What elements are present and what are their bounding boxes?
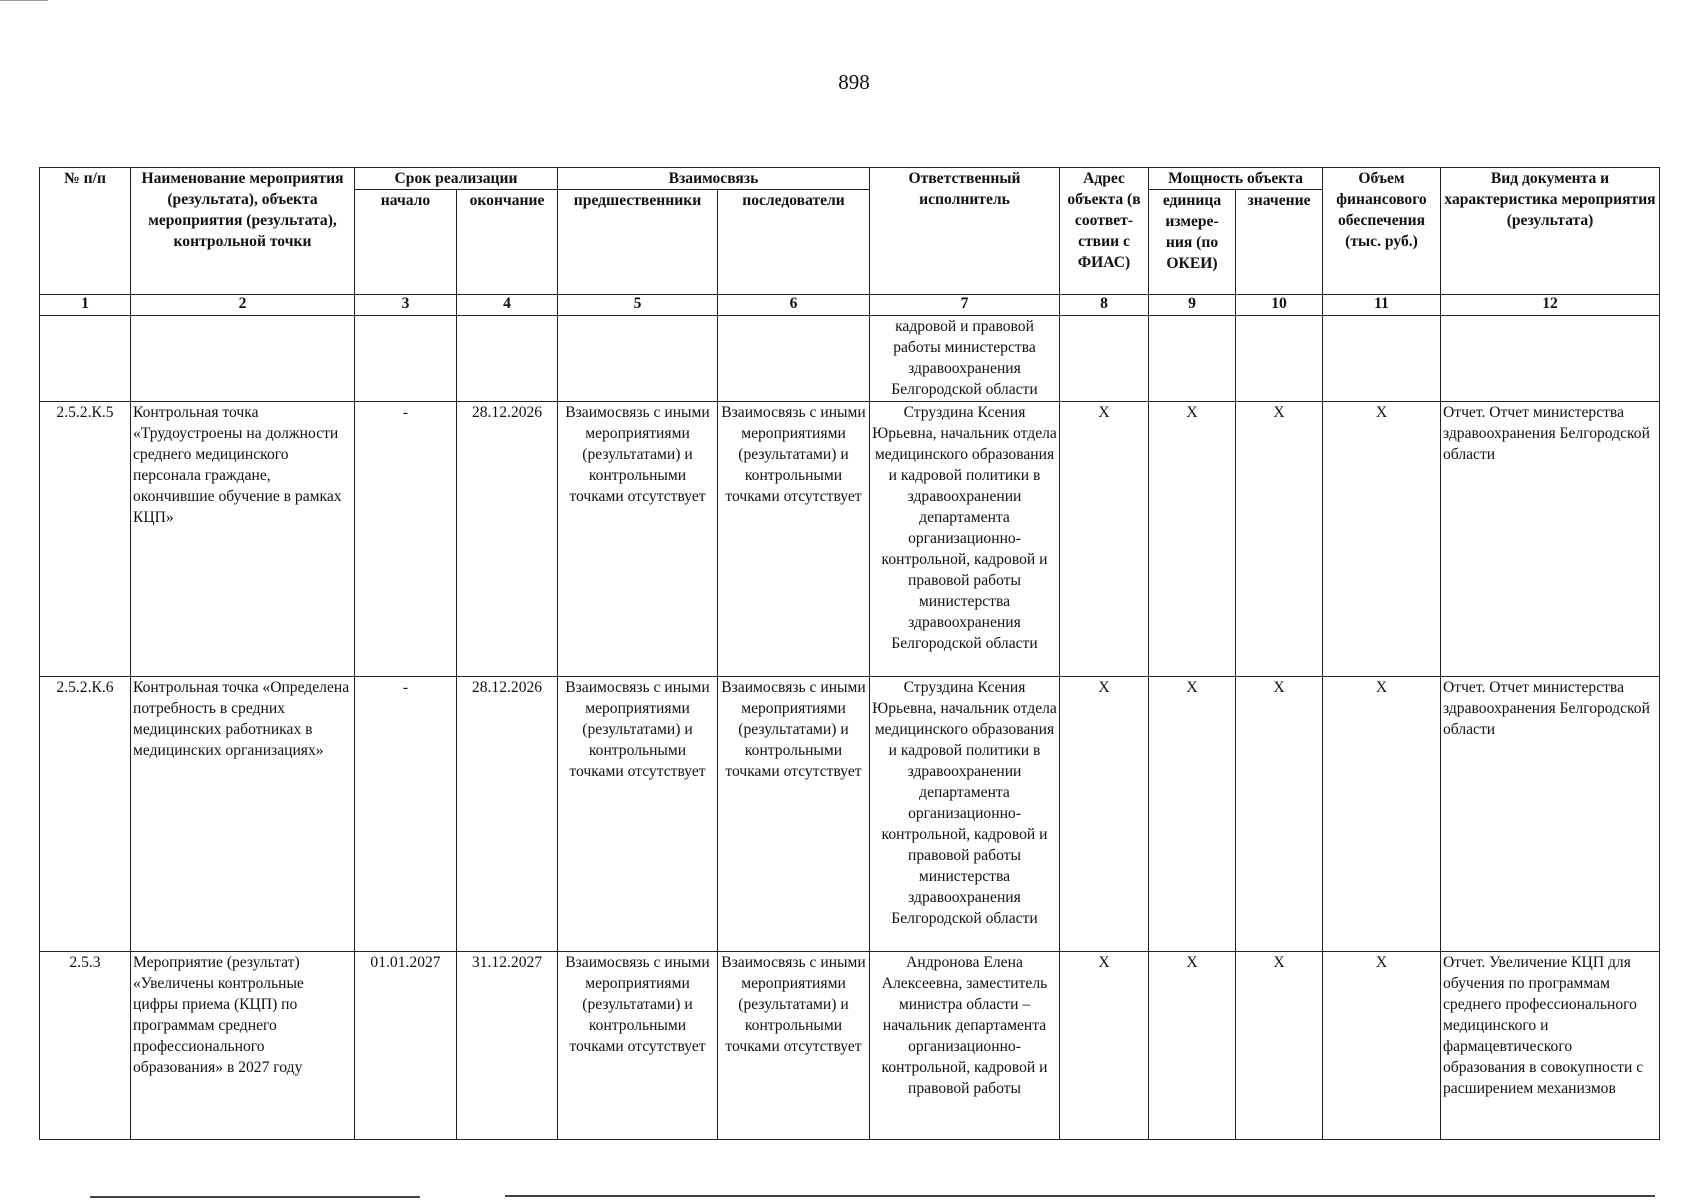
table-row-continued [40, 316, 1660, 402]
cell-empty [558, 316, 718, 402]
cell-end: 28.12.2026 [457, 402, 558, 677]
cell-empty [457, 316, 558, 402]
column-number: 1 [40, 295, 131, 316]
cell-number: 2.5.2.К.6 [40, 677, 131, 952]
cell-empty [131, 316, 355, 402]
table-row [40, 677, 1660, 952]
cell-empty [355, 316, 457, 402]
column-number: 9 [1149, 295, 1236, 316]
cell-empty [40, 316, 131, 402]
plan-table [39, 167, 1660, 1140]
column-number: 12 [1441, 295, 1660, 316]
cell-predecessors: Взаимосвязь с иными мероприятиями (результатами) и контрольными точками отсутствует [558, 952, 718, 1140]
cell-start: - [355, 402, 457, 677]
cell-empty [1323, 316, 1441, 402]
cell-start: 01.01.2027 [355, 952, 457, 1140]
table-row [40, 402, 1660, 677]
cell-empty [1441, 316, 1660, 402]
cell-address: X [1060, 402, 1149, 677]
column-number: 4 [457, 295, 558, 316]
header-successors: последователи [718, 190, 870, 295]
header-end: окончание [457, 190, 558, 295]
cell-document: Отчет. Отчет министерства здравоохранения Белгородской области [1441, 402, 1660, 677]
cell-end: 28.12.2026 [457, 677, 558, 952]
cell-value: X [1236, 677, 1323, 952]
cell-address: X [1060, 952, 1149, 1140]
table-row [40, 952, 1660, 1140]
header-funding: Объем финансового обеспечения (тыс. руб.) [1323, 168, 1441, 295]
header-address: Адрес объекта (в соответ- ствии с ФИАС) [1060, 168, 1149, 295]
scan-bottom-rule [90, 1196, 420, 1198]
column-number: 3 [355, 295, 457, 316]
column-number: 10 [1236, 295, 1323, 316]
column-number: 8 [1060, 295, 1149, 316]
cell-value: X [1236, 952, 1323, 1140]
cell-empty [1149, 316, 1236, 402]
header-value: значение [1236, 190, 1323, 295]
cell-predecessors: Взаимосвязь с иными мероприятиями (результатами) и контрольными точками отсутствует [558, 402, 718, 677]
column-number: 5 [558, 295, 718, 316]
header-name: Наименование мероприятия (результата), объекта мероприятия (результата), контрольной точки [131, 168, 355, 295]
cell-number: 2.5.3 [40, 952, 131, 1140]
cell-executive: кадровой и правовой работы министерства здравоохранения Белгородской области [870, 316, 1060, 402]
cell-empty [1236, 316, 1323, 402]
cell-executive: Андронова Елена Алексеевна, заместитель министра области – начальник департамента организационно-контрольной, кадровой и правовой работы [870, 952, 1060, 1140]
cell-funding: X [1323, 402, 1441, 677]
cell-funding: X [1323, 952, 1441, 1140]
cell-executive: Струздина Ксения Юрьевна, начальник отдела медицинского образования и кадровой политики в здравоохранении департамента организационно-контрольной, кадровой и правовой работы министерства здравоохранения Белгородской области [870, 402, 1060, 677]
cell-start: - [355, 677, 457, 952]
page-number: 898 [838, 70, 870, 94]
cell-successors: Взаимосвязь с иными мероприятиями (результатами) и контрольными точками отсутствует [718, 402, 870, 677]
cell-successors: Взаимосвязь с иными мероприятиями (результатами) и контрольными точками отсутствует [718, 952, 870, 1140]
header-predecessors: предшественники [558, 190, 718, 295]
cell-funding: X [1323, 677, 1441, 952]
column-number: 6 [718, 295, 870, 316]
header-executive: Ответственный исполнитель [870, 168, 1060, 295]
cell-predecessors: Взаимосвязь с иными мероприятиями (результатами) и контрольными точками отсутствует [558, 677, 718, 952]
cell-document: Отчет. Отчет министерства здравоохранения Белгородской области [1441, 677, 1660, 952]
header-link-group: Взаимосвязь [558, 168, 870, 190]
cell-document: Отчет. Увеличение КЦП для обучения по программам среднего профессионального медицинского и фармацевтического образования в совокупности с расширением механизмов [1441, 952, 1660, 1140]
scan-bottom-rule [505, 1195, 1655, 1197]
header-number: № п/п [40, 168, 131, 295]
cell-unit: X [1149, 402, 1236, 677]
cell-successors: Взаимосвязь с иными мероприятиями (результатами) и контрольными точками отсутствует [718, 677, 870, 952]
cell-value: X [1236, 402, 1323, 677]
header-unit: единица измере- ния (по ОКЕИ) [1149, 190, 1236, 295]
cell-name: Контрольная точка «Определена потребность в средних медицинских работниках в медицинских организациях» [131, 677, 355, 952]
cell-name: Контрольная точка «Трудоустроены на должности среднего медицинского персонала граждане, окончившие обучение в рамках КЦП» [131, 402, 355, 677]
header-capacity-group: Мощность объекта [1149, 168, 1323, 190]
column-number: 7 [870, 295, 1060, 316]
column-number: 11 [1323, 295, 1441, 316]
cell-unit: X [1149, 952, 1236, 1140]
cell-name: Мероприятие (результат) «Увеличены контрольные цифры приема (КЦП) по программам среднего профессионального образования» в 2027 году [131, 952, 355, 1140]
cell-end: 31.12.2027 [457, 952, 558, 1140]
cell-executive: Струздина Ксения Юрьевна, начальник отдела медицинского образования и кадровой политики в здравоохранении департамента организационно-контрольной, кадровой и правовой работы министерства здравоохранения Белгородской области [870, 677, 1060, 952]
column-number: 2 [131, 295, 355, 316]
cell-empty [718, 316, 870, 402]
cell-unit: X [1149, 677, 1236, 952]
cell-number: 2.5.2.К.5 [40, 402, 131, 677]
cell-address: X [1060, 677, 1149, 952]
cell-empty [1060, 316, 1149, 402]
header-term-group: Срок реализации [355, 168, 558, 190]
header-start: начало [355, 190, 457, 295]
header-document: Вид документа и характеристика мероприятия (результата) [1441, 168, 1660, 295]
scan-edge-mark [0, 0, 48, 1]
